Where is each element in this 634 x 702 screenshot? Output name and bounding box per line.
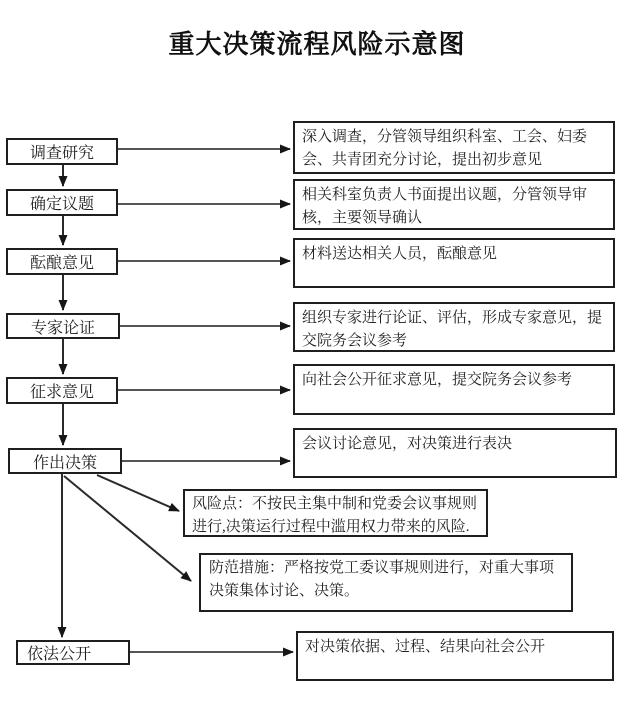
step-box-expert-review: 专家论证 [6, 313, 120, 339]
step-box-legal-disclosure: 依法公开 [16, 640, 130, 665]
step-box-define-topic: 确定议题 [6, 189, 118, 216]
arrow-step6-to-risk [97, 475, 179, 511]
note-box-legal-disclosure: 对决策依据、过程、结果向社会公开 [296, 631, 614, 681]
note-box-research: 深入调查，分管领导组织科室、工会、妇委会、共青团充分讨论，提出初步意见 [293, 121, 615, 174]
step-box-make-decision: 作出决策 [8, 448, 122, 474]
arrow-step6-to-measure [64, 476, 191, 581]
note-box-solicit-opinions: 向社会公开征求意见，提交院务会议参考 [293, 364, 615, 415]
prevention-measures-box: 防范措施：严格按党工委议事规则进行，对重大事项决策集体讨论、决策。 [199, 553, 573, 612]
note-box-define-topic: 相关科室负责人书面提出议题，分管领导审核，主要领导确认 [293, 179, 615, 230]
note-box-deliberate: 材料送达相关人员，酝酿意见 [293, 238, 615, 288]
step-box-solicit-opinions: 征求意见 [6, 377, 118, 404]
note-box-make-decision: 会议讨论意见，对决策进行表决 [293, 428, 617, 478]
note-box-expert-review: 组织专家进行论证、评估，形成专家意见，提交院务会议参考 [293, 302, 615, 352]
step-box-deliberate: 酝酿意见 [6, 248, 118, 275]
page-title: 重大决策流程风险示意图 [168, 30, 466, 59]
risk-point-box: 风险点：不按民主集中制和党委会议事规则进行,决策运行过程中滥用权力带来的风险. [183, 489, 488, 537]
step-box-research: 调查研究 [6, 138, 118, 165]
